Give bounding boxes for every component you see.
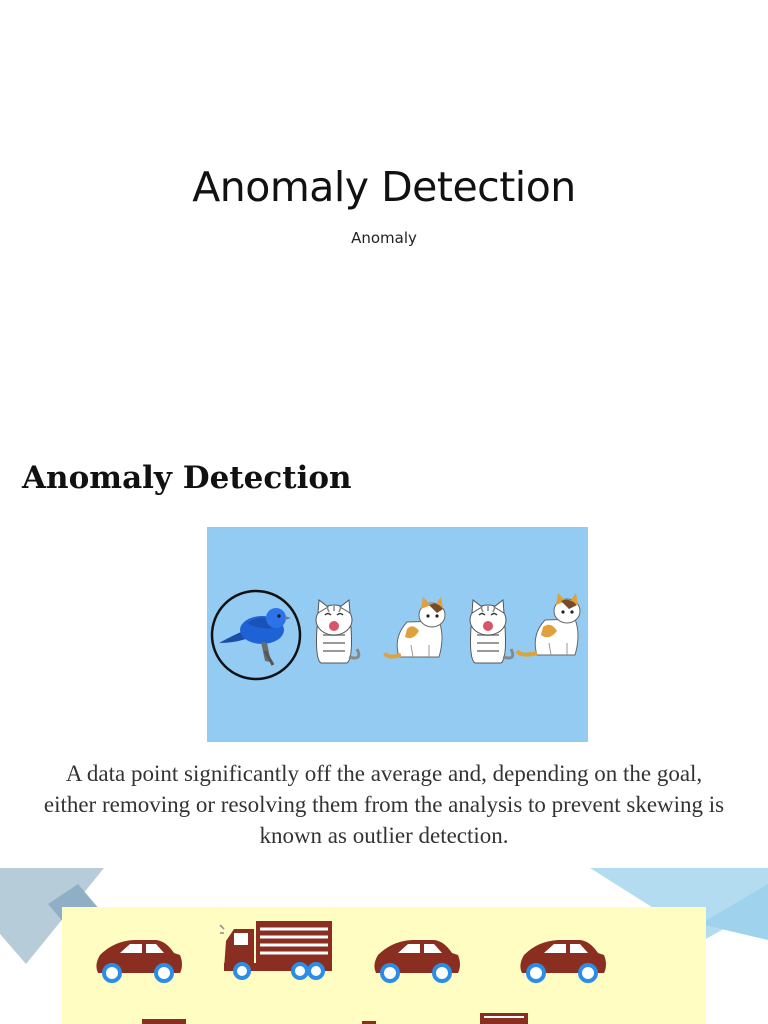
section-heading: Anomaly Detection bbox=[22, 460, 352, 496]
vehicles-illustration bbox=[62, 907, 706, 1024]
vehicle-row-partial bbox=[142, 1013, 528, 1024]
anomaly-description: A data point significantly off the average and, depending on the goal, either removing or resolving them from the analysis to prevent skewing is known as outlier detection. bbox=[43, 761, 725, 848]
cat-image bbox=[385, 597, 445, 657]
car-image bbox=[520, 940, 606, 981]
car-image bbox=[374, 940, 460, 981]
slide-subtitle: Anomaly bbox=[351, 229, 417, 247]
cat-image bbox=[470, 600, 513, 663]
title-slide bbox=[0, 0, 768, 430]
slide-title: Anomaly Detection bbox=[192, 163, 576, 211]
bird-image bbox=[212, 591, 300, 679]
truck-image bbox=[220, 921, 332, 978]
anomaly-illustration bbox=[207, 527, 588, 742]
car-image bbox=[96, 940, 182, 981]
cat-image bbox=[517, 593, 580, 655]
cat-image bbox=[316, 600, 359, 663]
